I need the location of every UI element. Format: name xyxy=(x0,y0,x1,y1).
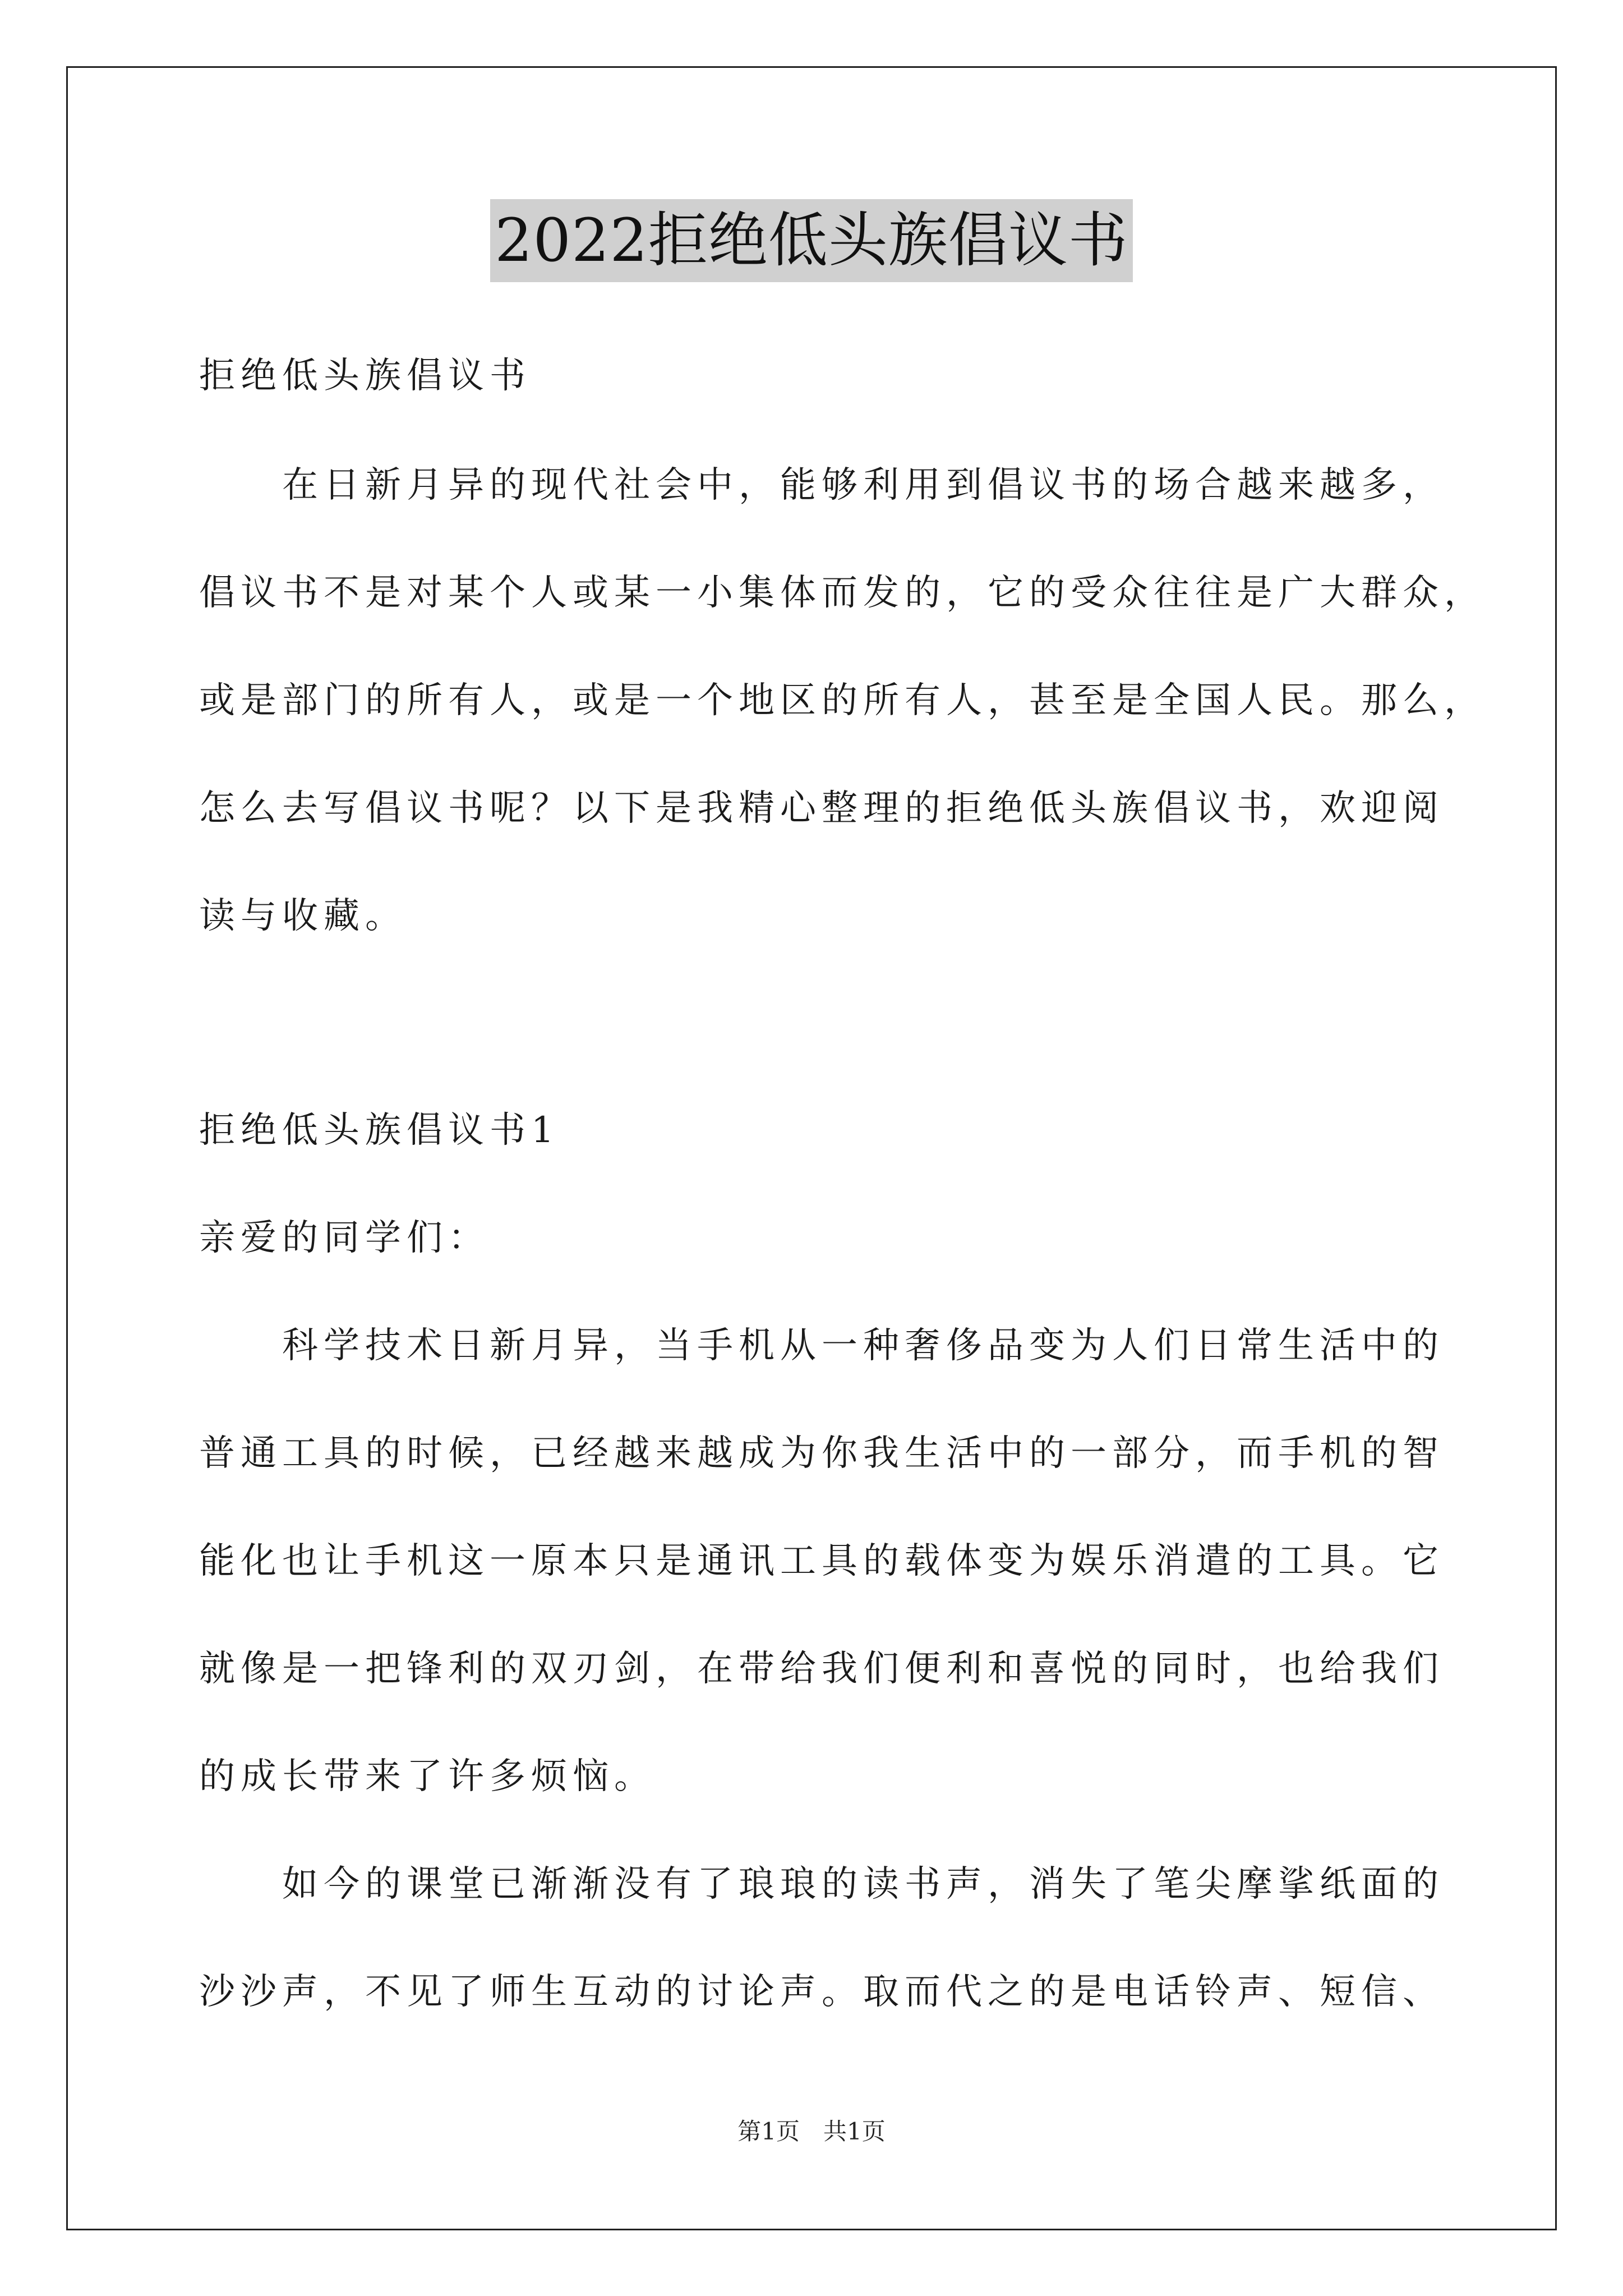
para2-line-1: 如今的课堂已渐渐没有了琅琅的读书声，消失了笔尖摩挲纸面的 xyxy=(199,1864,1444,1905)
para1-line-1: 科学技术日新月异，当手机从一种奢侈品变为人们日常生活中的 xyxy=(199,1325,1444,1366)
intro-line-1: 在日新月异的现代社会中，能够利用到倡议书的场合越来越多， xyxy=(199,464,1444,506)
intro-line-3: 或是部门的所有人，或是一个地区的所有人，甚至是全国人民。那么， xyxy=(199,680,1486,721)
intro-line-4: 怎么去写倡议书呢？以下是我精心整理的拒绝低头族倡议书，欢迎阅 xyxy=(199,788,1444,829)
intro-line-2: 倡议书不是对某个人或某一小集体而发的，它的受众往往是广大群众， xyxy=(199,572,1486,614)
para1-line-4: 就像是一把锋利的双刃剑，在带给我们便利和喜悦的同时，也给我们 xyxy=(199,1648,1444,1690)
intro-line-5: 读与收藏。 xyxy=(199,895,407,937)
page-footer: 第1页 共1页 xyxy=(737,2118,886,2145)
subtitle: 拒绝低头族倡议书 xyxy=(199,355,531,397)
para1-line-5: 的成长带来了许多烦恼。 xyxy=(199,1756,656,1797)
para1-line-3: 能化也让手机这一原本只是通讯工具的载体变为娱乐消遣的工具。它 xyxy=(199,1540,1444,1582)
title-container xyxy=(0,199,1623,282)
document-title: 2022拒绝低头族倡议书 xyxy=(490,199,1133,282)
para2-line-2: 沙沙声，不见了师生互动的讨论声。取而代之的是电话铃声、短信、 xyxy=(199,1971,1444,2013)
section-heading: 拒绝低头族倡议书1 xyxy=(199,1110,560,1151)
para1-line-2: 普通工具的时候，已经越来越成为你我生活中的一部分，而手机的智 xyxy=(199,1433,1444,1474)
salutation: 亲爱的同学们： xyxy=(199,1217,490,1259)
